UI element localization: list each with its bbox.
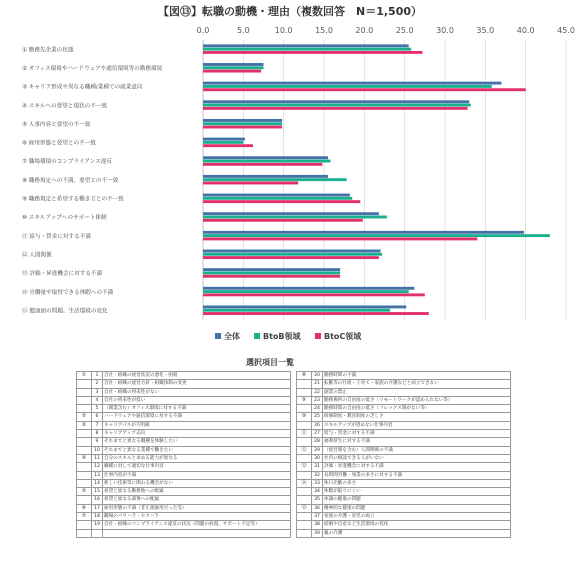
table-cell-txt: それまでと異なる業種で働きたい [103, 446, 291, 454]
table-cell-txt: 自社・組織の将来性がない [103, 388, 291, 396]
bar-BtoB領域-14 [203, 290, 409, 293]
bar-全体-9 [203, 194, 350, 197]
table-cell-txt: 給与・賃金に対する不満 [323, 430, 511, 438]
bar-BtoC領域-3 [203, 88, 526, 91]
table-cell-grp [297, 529, 312, 537]
selection-table [76, 371, 511, 538]
table-cell-num: 31 [312, 463, 323, 471]
table-cell-num: 12 [92, 463, 103, 471]
table-cell-num: 26 [312, 421, 323, 429]
category-label: ⑬ 評価・昇進機会に対する不満 [22, 271, 103, 278]
category-label: ⑤ 人事内容と要望の不一致 [22, 121, 91, 128]
table-cell-txt: 社内に相談できる人がいない [323, 454, 511, 462]
table-cell-txt: 自社・組織の経営方針・組織体制の変更 [103, 380, 291, 388]
table-cell-txt: 新しい技術等に関わる機会がない [103, 479, 291, 487]
table-cell-num: 30 [312, 454, 323, 462]
table-cell-num: 9 [92, 438, 103, 446]
table-cell-num: 35 [312, 496, 323, 504]
table-cell-txt: 希望と異なる勤務地への配属 [103, 488, 291, 496]
table-row [77, 454, 511, 462]
table-cell-grp [297, 496, 312, 504]
table-cell-grp: ② [77, 413, 92, 421]
table-cell-grp [297, 454, 312, 462]
table-cell-grp [77, 521, 92, 529]
table-cell-txt [103, 529, 291, 537]
table-cell-grp: ⑬ [297, 463, 312, 471]
legend-swatch [254, 333, 260, 339]
table-cell-grp: ④ [77, 454, 92, 462]
table-cell-grp [77, 430, 92, 438]
table-cell-num: 3 [92, 388, 103, 396]
bar-全体-10 [203, 212, 379, 215]
x-tick-label: 25.0 [395, 26, 414, 35]
table-cell-num: 13 [92, 471, 103, 479]
table-row [77, 463, 511, 471]
table-cell-txt: 精神的な健康の問題 [323, 504, 511, 512]
category-label: ⑨ 職務規定と希望する働き方との不一致 [22, 196, 124, 203]
table-cell-num: 16 [92, 496, 103, 504]
x-tick-label: 5.0 [236, 26, 250, 35]
table-row [77, 529, 511, 537]
table-cell-grp [297, 421, 312, 429]
bar-BtoB領域-1 [203, 48, 411, 51]
table-row [77, 513, 511, 521]
table-cell-txt: 家族の介護・育児の両立 [323, 513, 511, 521]
bar-BtoC領域-6 [203, 144, 253, 147]
table-cell-txt: 職場のパワハラ・セクハラ [103, 513, 291, 521]
category-label: ① 勤務先企業の状態 [22, 47, 74, 54]
table-cell-grp: ⑫ [297, 446, 312, 454]
table-cell-num: 17 [92, 504, 103, 512]
category-label: ⑭ 労働量や取得できる休暇への不満 [22, 289, 114, 296]
legend-swatch [215, 333, 221, 339]
table-cell-num: 27 [312, 430, 323, 438]
legend-label: 全体 [224, 332, 240, 341]
category-label: ⑩ スキルアップへのサポート体制 [22, 215, 107, 222]
table-row [77, 421, 511, 429]
x-tick-label: 15.0 [315, 26, 333, 35]
table-row [77, 372, 511, 380]
bar-全体-13 [203, 268, 340, 271]
x-tick-label: 35.0 [476, 26, 495, 35]
bar-BtoC領域-13 [203, 275, 340, 278]
bar-全体-4 [203, 100, 469, 103]
legend-swatch [315, 333, 321, 339]
table-cell-grp [297, 388, 312, 396]
bar-BtoC領域-4 [203, 107, 468, 110]
bar-全体-12 [203, 250, 380, 253]
table-row [77, 413, 511, 421]
table-row [77, 388, 511, 396]
table-cell-txt: 親の介護 [323, 529, 511, 537]
table-cell-grp [77, 396, 92, 404]
table-cell-txt: スキルアップが望めない仕事内容 [323, 421, 511, 429]
bar-BtoB領域-10 [203, 216, 387, 219]
table-cell-txt: 自分のスキルと求める能力が異なる [103, 454, 291, 462]
bar-BtoC領域-10 [203, 219, 363, 222]
legend-label: BtoC領域 [324, 332, 362, 341]
table-cell-grp: ⑮ [297, 504, 312, 512]
table-cell-txt: ハードウェアや通信環境に対する不満 [103, 413, 291, 421]
table-row [77, 430, 511, 438]
table-cell-txt: 希望と異なる部署への配属 [103, 496, 291, 504]
table-cell-txt: それまでと異なる職種を体験したい [103, 438, 291, 446]
table-cell-txt: 休暇が取りにくい [323, 488, 511, 496]
table-row [77, 380, 511, 388]
bar-BtoC領域-11 [203, 237, 477, 240]
bar-全体-7 [203, 156, 328, 159]
table-cell-num: 8 [92, 430, 103, 438]
table-cell-num: 37 [312, 513, 323, 521]
bar-BtoB領域-3 [203, 85, 492, 88]
table-cell-grp: ⑩ [297, 413, 312, 421]
table-cell-grp [77, 529, 92, 537]
bar-BtoB領域-15 [203, 309, 390, 312]
category-label: ⑫ 人間関係 [22, 252, 52, 259]
table-cell-num: 4 [92, 396, 103, 404]
category-label: ⑧ 職務規定への不満、要望との不一致 [22, 177, 119, 184]
table-cell-grp [77, 471, 92, 479]
table-cell-txt: 自社・組織のコンプライアンス違反の状況（問題の放置、サポート不足等） [103, 521, 291, 529]
table-cell-grp [77, 446, 92, 454]
table-row [77, 438, 511, 446]
x-tick-label: 20.0 [355, 26, 374, 35]
bar-BtoB領域-4 [203, 104, 471, 107]
table-cell-txt: キャリアパスが不明確 [103, 421, 291, 429]
table-cell-num: 11 [92, 454, 103, 462]
legend-label: BtoB領域 [263, 332, 301, 341]
table-cell-num: 21 [312, 380, 323, 388]
table-cell-grp [77, 479, 92, 487]
table-cell-txt: （経営層を含む）人間関係の不満 [323, 446, 511, 454]
bar-BtoB領域-13 [203, 271, 340, 274]
table-row [77, 405, 511, 413]
chart-title: 【図⑬】転職の動機・理由（複数回答 N＝1,500） [158, 5, 422, 18]
table-row [77, 446, 511, 454]
table-cell-txt: 福利厚生に対する不満 [323, 438, 511, 446]
bar-BtoC領域-12 [203, 256, 379, 259]
bar-BtoB領域-11 [203, 234, 550, 237]
table-cell-txt: 勤務時間の不満 [323, 372, 511, 380]
table-cell-grp [297, 521, 312, 529]
table-cell-num: 7 [92, 421, 103, 429]
category-label: ② オフィス環境やハードウェアや通信環境等の勤務環境 [22, 65, 163, 72]
table-cell-txt: 自社の将来性が低い [103, 396, 291, 404]
bar-全体-1 [203, 44, 409, 47]
category-label: ⑦ 職場環境のコンプライアンス違反 [22, 159, 112, 166]
bar-BtoB領域-9 [203, 197, 352, 200]
table-cell-grp: ⑨ [297, 396, 312, 404]
bar-全体-11 [203, 231, 524, 234]
x-tick-label: 45.0 [557, 26, 575, 35]
table-cell-num: 20 [312, 372, 323, 380]
table-cell-num: 24 [312, 405, 323, 413]
table-cell-num: 10 [92, 446, 103, 454]
table-cell-txt: 雇用形態の不満（非正規雇用だった等） [103, 504, 291, 512]
bar-BtoC領域-8 [203, 182, 298, 185]
table-cell-txt: 副業の禁止 [323, 388, 511, 396]
bar-全体-6 [203, 138, 245, 141]
table-cell-txt: 職種に対して適切な仕事内容 [103, 463, 291, 471]
table-cell-grp: ⑥ [77, 504, 92, 512]
table-cell-num: 19 [92, 521, 103, 529]
table-cell-num: 33 [312, 479, 323, 487]
table-cell-grp [297, 380, 312, 388]
table-cell-grp [77, 405, 92, 413]
table-cell-txt: 転勤等の仕組・子育て・家族の介護などと両立できない [323, 380, 511, 388]
table-cell-grp [77, 380, 92, 388]
table-cell-num [92, 529, 103, 537]
table-cell-num: 6 [92, 413, 103, 421]
bar-全体-2 [203, 63, 264, 66]
bar-BtoB領域-6 [203, 141, 243, 144]
category-label: ④ スキルへの要望と現状の不一致 [22, 103, 108, 110]
table-row [77, 496, 511, 504]
table-cell-txt: （開業含む）オフィス環境に対する不満 [103, 405, 291, 413]
table-row [77, 396, 511, 404]
category-label: ⑪ 給与・賃金に対する不満 [22, 233, 91, 240]
x-tick-label: 40.0 [516, 26, 535, 35]
bar-BtoB領域-5 [203, 122, 282, 125]
x-tick-label: 30.0 [436, 26, 454, 35]
bar-BtoC領域-7 [203, 163, 322, 166]
table-row [77, 471, 511, 479]
table-cell-num: 18 [92, 513, 103, 521]
bar-BtoC領域-9 [203, 200, 360, 203]
selection-list-title: 選択項目一覧 [246, 358, 294, 367]
category-label: ⑥ 雇用形態と要望との不一致 [22, 140, 96, 147]
bar-BtoC領域-2 [203, 70, 261, 73]
table-cell-txt: 休日出勤の多さ [323, 479, 511, 487]
bar-BtoB領域-12 [203, 253, 382, 256]
table-cell-txt: 勤務時間の自由度の低さ（フレックス制がない等） [323, 405, 511, 413]
table-cell-grp [77, 438, 92, 446]
bar-全体-15 [203, 305, 406, 308]
table-row [77, 488, 511, 496]
x-tick-label: 10.0 [274, 26, 293, 35]
table-cell-grp [77, 388, 92, 396]
table-cell-grp: ③ [77, 421, 92, 429]
table-cell-grp [77, 463, 92, 471]
table-cell-num: 34 [312, 488, 323, 496]
table-cell-txt: 自社・組織の経営状況の悪化・困窮 [103, 372, 291, 380]
category-label: ③ キャリア形成や異なる職種/業種での就業意向 [22, 84, 143, 91]
table-cell-num: 15 [92, 488, 103, 496]
bar-全体-8 [203, 175, 328, 178]
table-cell-txt: 研修制度・教育制度の乏しさ [323, 413, 511, 421]
table-cell-txt: 長時間労働・残業の多さに対する不満 [323, 471, 511, 479]
bar-BtoC領域-14 [203, 293, 425, 296]
table-cell-num: 36 [312, 504, 323, 512]
table-cell-grp [297, 405, 312, 413]
table-row [77, 479, 511, 487]
table-cell-num: 38 [312, 521, 323, 529]
table-cell-grp: ⑪ [297, 430, 312, 438]
table-cell-grp [297, 471, 312, 479]
table-cell-grp: ① [77, 372, 92, 380]
table-cell-num: 32 [312, 471, 323, 479]
table-cell-num: 22 [312, 388, 323, 396]
table-cell-num: 2 [92, 380, 103, 388]
table-cell-txt: 勤務場所の自由度の低さ（リモートワークが認められない等） [323, 396, 511, 404]
table-cell-num: 28 [312, 438, 323, 446]
table-cell-num: 39 [312, 529, 323, 537]
table-cell-grp [77, 496, 92, 504]
table-cell-num: 14 [92, 479, 103, 487]
table-cell-txt: キャリアアップ志向 [103, 430, 291, 438]
table-cell-num: 5 [92, 405, 103, 413]
table-cell-grp [297, 513, 312, 521]
table-cell-num: 29 [312, 446, 323, 454]
x-tick-label: 0.0 [196, 26, 210, 35]
table-cell-grp: ⑭ [297, 479, 312, 487]
bar-全体-14 [203, 287, 414, 290]
category-label: ⑮ 健康面の問題、生活環境の変化 [22, 308, 108, 315]
bar-BtoB領域-2 [203, 66, 264, 69]
table-cell-txt: 評価・昇進機会に対する不満 [323, 463, 511, 471]
bar-BtoB領域-8 [203, 178, 347, 181]
table-cell-txt: 結婚や出産など生活環境の変化 [323, 521, 511, 529]
table-cell-txt: 体調の健康の問題 [323, 496, 511, 504]
table-cell-grp: ⑦ [77, 513, 92, 521]
bar-BtoC領域-15 [203, 312, 429, 315]
table-cell-txt: 仕事内容が不満 [103, 471, 291, 479]
table-cell-num: 23 [312, 396, 323, 404]
table-cell-grp: ⑤ [77, 488, 92, 496]
bar-BtoB領域-7 [203, 160, 330, 163]
table-cell-num: 1 [92, 372, 103, 380]
bar-BtoC領域-5 [203, 126, 282, 129]
bar-BtoC領域-1 [203, 51, 422, 54]
table-row [77, 521, 511, 529]
bar-全体-5 [203, 119, 282, 122]
table-row [77, 504, 511, 512]
bar-全体-3 [203, 82, 501, 85]
table-cell-grp [297, 488, 312, 496]
table-cell-grp: ⑧ [297, 372, 312, 380]
table-cell-num: 25 [312, 413, 323, 421]
table-cell-grp [297, 438, 312, 446]
